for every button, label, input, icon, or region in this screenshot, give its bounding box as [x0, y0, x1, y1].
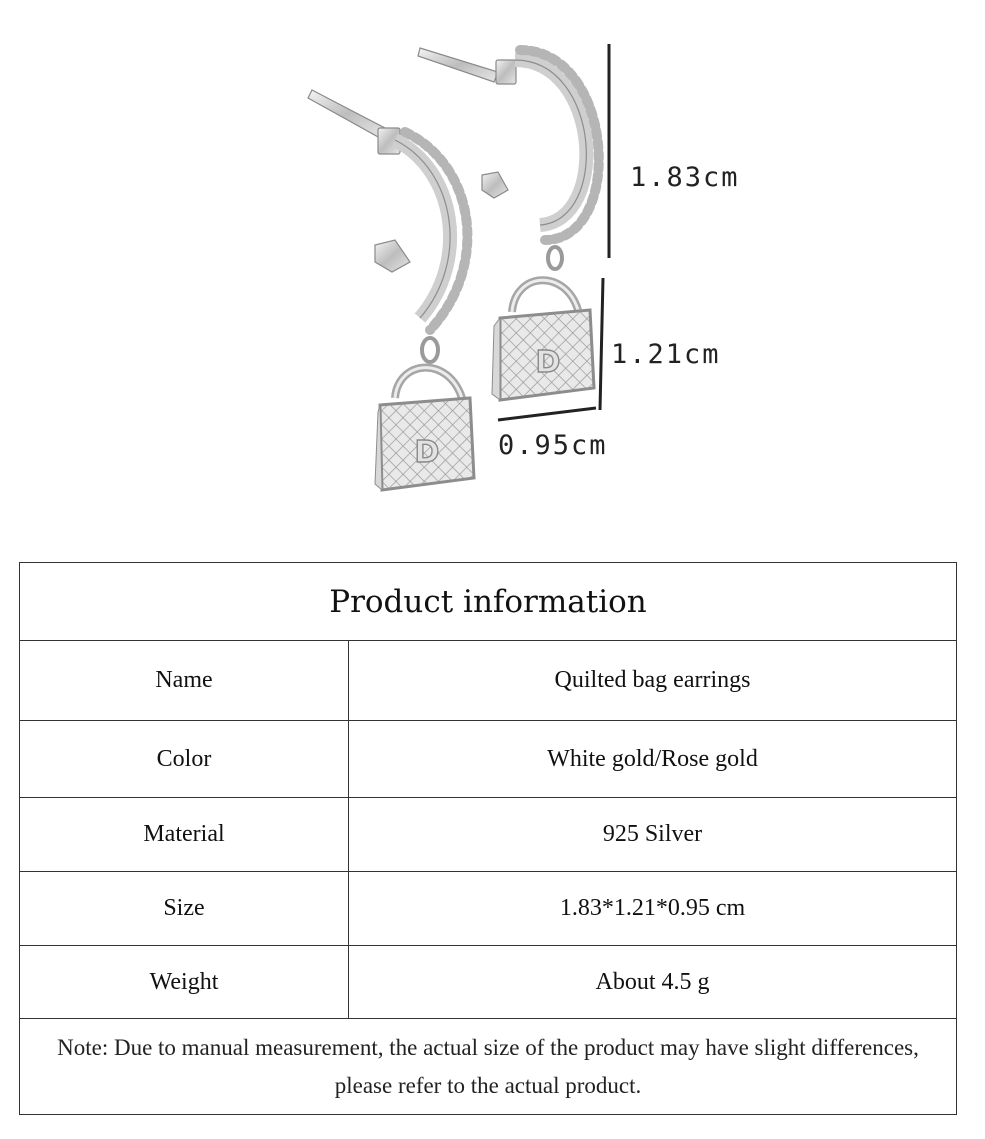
table-row — [20, 797, 956, 871]
product-info-table — [19, 562, 957, 1115]
row-value-size: 1.83*1.21*0.95 cm — [559, 895, 746, 921]
pendant-letter-left: D — [414, 435, 440, 470]
dimension-label-pendant-width: 0.95cm — [498, 430, 608, 461]
row-value-material: 925 Silver — [602, 821, 703, 847]
table-title: Product information — [329, 583, 647, 620]
dimension-line-pendant-height — [600, 278, 603, 410]
row-label-size: Size — [20, 872, 349, 945]
row-label-weight: Weight — [20, 946, 349, 1018]
table-title-row — [20, 563, 956, 640]
earrings-illustration — [0, 0, 985, 540]
table-row — [20, 871, 956, 945]
dimension-line-pendant-width — [498, 408, 596, 420]
table-note-row — [20, 1018, 956, 1114]
table-row — [20, 720, 956, 797]
dimension-label-pendant-height: 1.21cm — [611, 339, 721, 370]
table-row — [20, 640, 956, 720]
product-figure — [0, 0, 985, 540]
left-earring — [308, 90, 474, 490]
row-value-color: White gold/Rose gold — [547, 745, 758, 772]
table-row — [20, 945, 956, 1018]
measurement-note: Note: Due to manual measurement, the actual size of the product may have slight differences, please refer to the actual product. — [57, 1034, 919, 1098]
row-value-name: Quilted bag earrings — [554, 667, 751, 693]
dimension-label-hoop-height: 1.83cm — [630, 162, 740, 193]
row-label-material: Material — [20, 798, 349, 871]
row-value-weight: About 4.5 g — [595, 968, 710, 995]
row-label-color: Color — [20, 721, 349, 797]
pendant-letter-right: D — [535, 345, 561, 380]
row-label-name: Name — [20, 641, 349, 720]
